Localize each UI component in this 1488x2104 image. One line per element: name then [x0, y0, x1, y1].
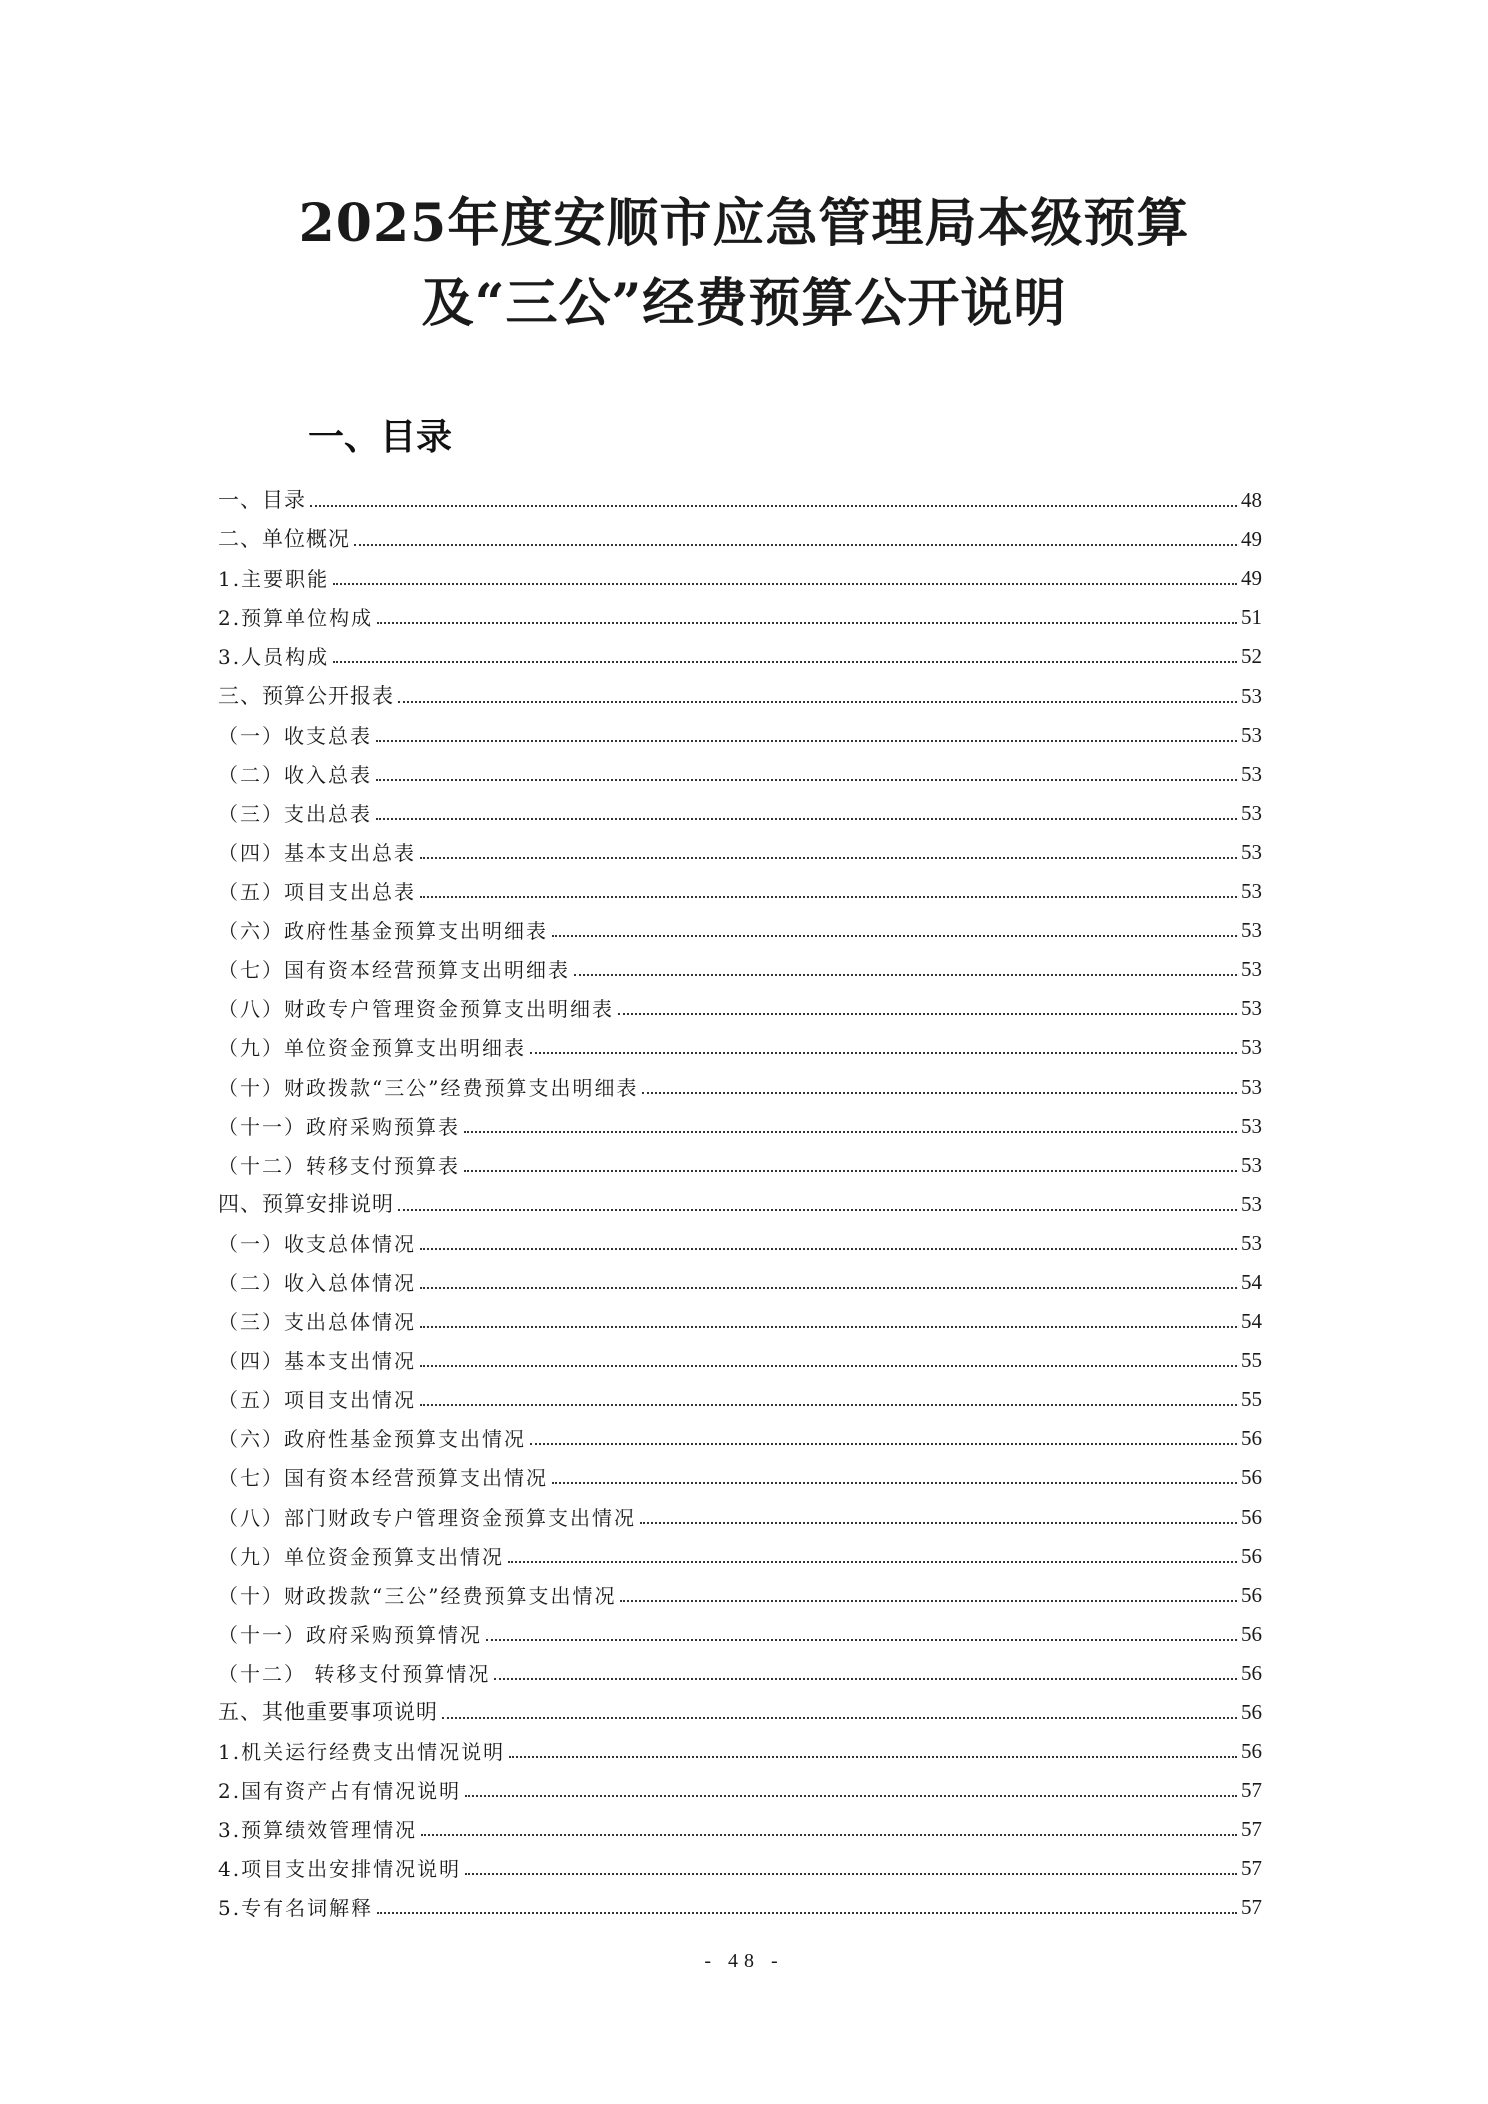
toc-entry-label: （八）部门财政专户管理资金预算支出情况	[218, 1505, 636, 1530]
toc-entry-page: 53	[1241, 1230, 1262, 1255]
toc-entry-label: （五）项目支出情况	[218, 1388, 416, 1413]
toc-entry[interactable]	[218, 1258, 1262, 1297]
toc-entry-page: 53	[1241, 1074, 1262, 1099]
toc-entry-page: 56	[1241, 1465, 1262, 1490]
toc-entry[interactable]	[218, 1649, 1262, 1688]
toc-dot-leader	[442, 1717, 1237, 1719]
toc-entry-page: 54	[1241, 1269, 1262, 1294]
toc-entry[interactable]	[218, 789, 1262, 828]
toc-entry[interactable]	[218, 1571, 1262, 1610]
toc-entry-label: 三、预算公开报表	[218, 683, 394, 708]
toc-entry-page: 48	[1241, 488, 1262, 513]
toc-dot-leader	[398, 701, 1237, 703]
toc-entry[interactable]	[218, 1532, 1262, 1571]
document-title-line-1: 2025年度安顺市应急管理局本级预算	[298, 193, 1190, 254]
toc-entry-label: 3.人员构成	[218, 645, 330, 670]
toc-entry-page: 56	[1241, 1543, 1262, 1568]
toc-entry-label: （八）财政专户管理资金预算支出明细表	[218, 997, 614, 1022]
toc-dot-leader	[552, 935, 1237, 937]
toc-heading: 一、目录	[308, 417, 453, 458]
toc-entry-page: 53	[1241, 1113, 1262, 1138]
toc-entry[interactable]	[218, 593, 1262, 632]
toc-dot-leader	[508, 1561, 1237, 1563]
toc-entry-label: （二）收入总体情况	[218, 1270, 416, 1295]
toc-entry[interactable]	[218, 476, 1262, 515]
toc-entry-page: 53	[1241, 957, 1262, 982]
toc-dot-leader	[640, 1522, 1237, 1524]
toc-entry[interactable]	[218, 515, 1262, 554]
toc-entry-label: 一、目录	[218, 488, 306, 513]
toc-entry-label: （六）政府性基金预算支出情况	[218, 1427, 526, 1452]
toc-entry-page: 53	[1241, 996, 1262, 1021]
toc-entry-label: 四、预算安排说明	[218, 1191, 394, 1216]
table-of-contents	[218, 476, 1262, 1922]
toc-dot-leader	[420, 1404, 1237, 1406]
toc-entry[interactable]	[218, 1023, 1262, 1062]
toc-dot-leader	[530, 1443, 1237, 1445]
toc-entry-label: 4.项目支出安排情况说明	[218, 1857, 462, 1882]
toc-dot-leader	[464, 1170, 1237, 1172]
toc-entry-label: 1.机关运行经费支出情况说明	[218, 1740, 506, 1765]
toc-dot-leader	[530, 1052, 1237, 1054]
toc-entry-label: （二）收入总表	[218, 762, 372, 787]
toc-entry-label: （一）收支总体情况	[218, 1231, 416, 1256]
toc-entry-page: 56	[1241, 1700, 1262, 1724]
toc-entry[interactable]	[218, 1219, 1262, 1258]
toc-entry-page: 56	[1241, 1621, 1262, 1646]
toc-entry[interactable]	[218, 1375, 1262, 1414]
toc-dot-leader	[420, 857, 1237, 859]
toc-entry-label: （三）支出总表	[218, 801, 372, 826]
toc-dot-leader	[464, 1131, 1237, 1133]
toc-entry-page: 53	[1241, 918, 1262, 943]
toc-entry-page: 56	[1241, 1582, 1262, 1607]
toc-entry[interactable]	[218, 750, 1262, 789]
toc-entry[interactable]	[218, 1453, 1262, 1492]
toc-entry-page: 57	[1241, 1895, 1262, 1920]
toc-entry-label: （十）财政拨款“三公”经费预算支出明细表	[218, 1075, 639, 1100]
toc-dot-leader	[376, 740, 1237, 742]
toc-dot-leader	[398, 1209, 1237, 1211]
toc-dot-leader	[552, 1482, 1237, 1484]
toc-entry-label: （九）单位资金预算支出情况	[218, 1544, 504, 1569]
toc-entry-page: 49	[1241, 527, 1262, 552]
toc-entry-page: 53	[1241, 683, 1262, 708]
toc-entry[interactable]	[218, 1297, 1262, 1336]
toc-entry[interactable]	[218, 1062, 1262, 1101]
toc-entry[interactable]	[218, 1141, 1262, 1180]
toc-entry-page: 53	[1241, 761, 1262, 786]
toc-entry-label: 2.预算单位构成	[218, 606, 374, 631]
toc-entry-page: 55	[1241, 1387, 1262, 1412]
toc-entry-page: 52	[1241, 644, 1262, 669]
toc-entry-page: 57	[1241, 1856, 1262, 1881]
toc-entry-label: 2.国有资产占有情况说明	[218, 1779, 462, 1804]
toc-entry[interactable]	[218, 1766, 1262, 1805]
toc-entry-page: 53	[1241, 800, 1262, 825]
toc-dot-leader	[376, 779, 1237, 781]
toc-entry-page: 57	[1241, 1778, 1262, 1803]
toc-entry-label: （十二） 转移支付预算情况	[218, 1661, 491, 1686]
toc-entry-label: 五、其他重要事项说明	[218, 1700, 438, 1724]
toc-dot-leader	[620, 1600, 1237, 1602]
toc-entry-page: 51	[1241, 605, 1262, 630]
toc-entry[interactable]	[218, 1180, 1262, 1219]
toc-dot-leader	[376, 818, 1237, 820]
toc-entry-label: （十一）政府采购预算情况	[218, 1622, 482, 1647]
toc-entry-page: 53	[1241, 1152, 1262, 1177]
toc-entry-page: 56	[1241, 1660, 1262, 1685]
toc-entry-label: （十二）转移支付预算表	[218, 1153, 460, 1178]
toc-entry-label: （一）收支总表	[218, 723, 372, 748]
toc-entry[interactable]	[218, 1492, 1262, 1531]
toc-entry-label: （七）国有资本经营预算支出情况	[218, 1466, 548, 1491]
toc-entry[interactable]	[218, 711, 1262, 750]
document-title-line-2: 及“三公”经费预算公开说明	[421, 273, 1067, 334]
toc-dot-leader	[574, 974, 1237, 976]
toc-entry-page: 53	[1241, 879, 1262, 904]
toc-dot-leader	[420, 1287, 1237, 1289]
toc-dot-leader	[494, 1678, 1237, 1680]
toc-dot-leader	[333, 583, 1237, 585]
toc-entry[interactable]	[218, 1883, 1262, 1922]
toc-dot-leader	[420, 896, 1237, 898]
toc-entry-label: （九）单位资金预算支出明细表	[218, 1036, 526, 1061]
toc-dot-leader	[354, 544, 1237, 546]
toc-entry-label: 二、单位概况	[218, 527, 350, 552]
toc-entry[interactable]	[218, 945, 1262, 984]
toc-entry-page: 53	[1241, 839, 1262, 864]
toc-dot-leader	[421, 1834, 1237, 1836]
toc-entry-page: 56	[1241, 1504, 1262, 1529]
toc-entry-page: 53	[1241, 1035, 1262, 1060]
toc-entry[interactable]	[218, 632, 1262, 671]
toc-dot-leader	[465, 1795, 1237, 1797]
toc-dot-leader	[333, 661, 1237, 663]
toc-entry-page: 53	[1241, 1191, 1262, 1216]
toc-entry-label: （四）基本支出总表	[218, 840, 416, 865]
toc-entry[interactable]	[218, 554, 1262, 593]
toc-entry-label: （四）基本支出情况	[218, 1349, 416, 1374]
toc-entry-page: 56	[1241, 1426, 1262, 1451]
toc-entry[interactable]	[218, 1727, 1262, 1766]
toc-dot-leader	[465, 1873, 1237, 1875]
toc-entry[interactable]	[218, 1688, 1262, 1727]
toc-entry[interactable]	[218, 867, 1262, 906]
toc-entry[interactable]	[218, 1414, 1262, 1453]
toc-entry[interactable]	[218, 1102, 1262, 1141]
toc-entry[interactable]	[218, 1610, 1262, 1649]
toc-entry-label: （三）支出总体情况	[218, 1310, 416, 1335]
toc-entry-label: （十）财政拨款“三公”经费预算支出情况	[218, 1583, 617, 1608]
toc-entry-label: 5.专有名词解释	[218, 1896, 374, 1921]
toc-entry[interactable]	[218, 1805, 1262, 1844]
toc-dot-leader	[420, 1248, 1237, 1250]
toc-entry-page: 55	[1241, 1348, 1262, 1373]
toc-entry[interactable]	[218, 671, 1262, 710]
page-number: - 48 -	[704, 1950, 784, 1972]
toc-dot-leader	[420, 1326, 1237, 1328]
toc-entry-label: 3.预算绩效管理情况	[218, 1818, 418, 1843]
toc-dot-leader	[486, 1639, 1237, 1641]
toc-dot-leader	[509, 1756, 1237, 1758]
toc-entry[interactable]	[218, 984, 1262, 1023]
toc-entry-label: 1.主要职能	[218, 567, 330, 592]
toc-dot-leader	[310, 505, 1237, 507]
toc-entry-label: （十一）政府采购预算表	[218, 1114, 460, 1139]
toc-entry-label: （六）政府性基金预算支出明细表	[218, 919, 548, 944]
toc-entry-label: （五）项目支出总表	[218, 880, 416, 905]
toc-dot-leader	[377, 1912, 1237, 1914]
toc-entry[interactable]	[218, 1336, 1262, 1375]
toc-entry[interactable]	[218, 1844, 1262, 1883]
toc-entry-label: （七）国有资本经营预算支出明细表	[218, 958, 570, 983]
toc-dot-leader	[377, 622, 1237, 624]
toc-dot-leader	[642, 1092, 1237, 1094]
toc-entry-page: 49	[1241, 566, 1262, 591]
toc-entry[interactable]	[218, 828, 1262, 867]
toc-entry-page: 57	[1241, 1817, 1262, 1842]
toc-entry-page: 54	[1241, 1309, 1262, 1334]
toc-entry[interactable]	[218, 906, 1262, 945]
toc-entry-page: 56	[1241, 1739, 1262, 1764]
toc-entry-page: 53	[1241, 722, 1262, 747]
toc-dot-leader	[618, 1013, 1237, 1015]
toc-dot-leader	[420, 1365, 1237, 1367]
